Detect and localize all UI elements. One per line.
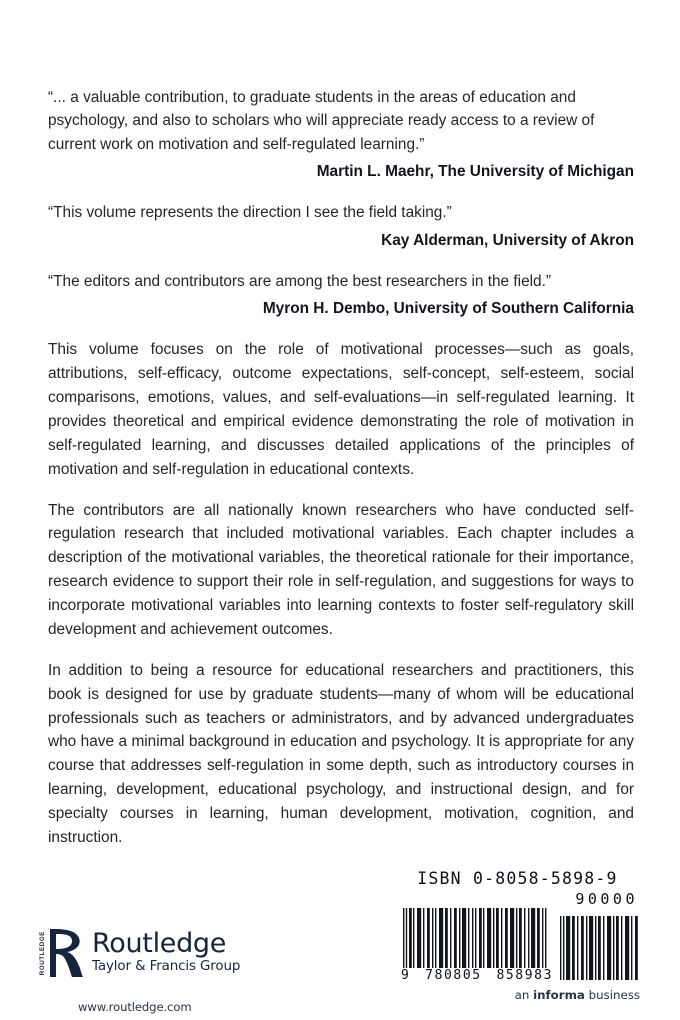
review-quote-3 (48, 270, 634, 321)
cover-footer (0, 820, 680, 1020)
quote-text: “... a valuable contribution, to graduate students in the areas of education and psychology, and also to scholars who will appreciate ready access to a review of current work on motivation and self-regulated learning.” (48, 89, 595, 153)
isbn-text: ISBN 0-8058-5898-9 (417, 869, 618, 888)
quote-attribution: Myron H. Dembo, University of Southern California (262, 300, 634, 318)
description-paragraph-2: The contributors are all nationally known researchers who have conducted self-regulation research that included motivational variables. Each chapter includes a description of the motivational variables, the theoretical rationale for their importance, research evidence to support their role in self-regulation, and suggestions for ways to incorporate motivational variables into learning contexts to foster self-regulatory skill development and achievement outcomes. (48, 501, 634, 638)
quote-text: “This volume represents the direction I see the field taking.” (48, 204, 452, 222)
informa-imprint (515, 988, 640, 1002)
quote-attribution: Martin L. Maehr, The University of Michigan (316, 163, 634, 181)
description-paragraph-3: In addition to being a resource for educational researchers and practitioners, this book is designed for use by graduate students—many of whom will be educational professionals such as teachers or administrators, and by advanced undergraduates who have a minimal background in education and psychology. It is appropriate for any course that addresses self-regulation in some depth, such as introductory courses in learning, development, educational psychology, and instructional design, and for specialty courses in learning, human development, motivation, cognition, and instruction. (48, 661, 634, 846)
isbn-barcode-block (395, 869, 640, 1002)
informa-prefix: an (514, 988, 534, 1002)
publisher-wordmark (92, 928, 240, 975)
description-paragraph-1: This volume focuses on the role of motivational processes—such as goals, attributions, self-efficacy, outcome expectations, self-concept, self-esteem, social comparisons, emotions, values, and self-evaluations—in self-regulated learning. It provides theoretical and empirical evidence demonstrating the role of motivation in self-regulated learning, and discusses detailed applications of the principles of motivation and self-regulation in educational contexts. (48, 341, 634, 478)
review-quote-1 (48, 86, 634, 183)
review-quote-2 (48, 201, 634, 252)
barcode-addon-digits: 90000 (575, 890, 638, 908)
publisher-website[interactable]: www.routledge.com (78, 1000, 192, 1014)
informa-brand: informa (533, 988, 585, 1002)
quote-attribution: Kay Alderman, University of Akron (381, 231, 634, 249)
publisher-logo (40, 928, 240, 978)
informa-suffix: business (584, 988, 640, 1002)
routledge-vertical-text: ROUTLEDGE (39, 931, 46, 976)
quote-text: “The editors and contributors are among the best researchers in the field.” (48, 272, 552, 290)
ean5-addon-barcode-icon (560, 916, 640, 980)
publisher-tagline: Taylor & Francis Group (92, 958, 241, 974)
cover-content (48, 86, 634, 850)
routledge-mark-icon (40, 928, 86, 978)
ean-left-group: 780805 (425, 968, 482, 983)
ean-lead-digit: 9 (401, 968, 411, 983)
ean-right-group: 858983 (496, 968, 553, 983)
barcode-bars (395, 908, 640, 983)
routledge-r-icon (50, 928, 84, 978)
ean13-human-readable (401, 968, 553, 982)
publisher-name: Routledge (92, 928, 227, 959)
